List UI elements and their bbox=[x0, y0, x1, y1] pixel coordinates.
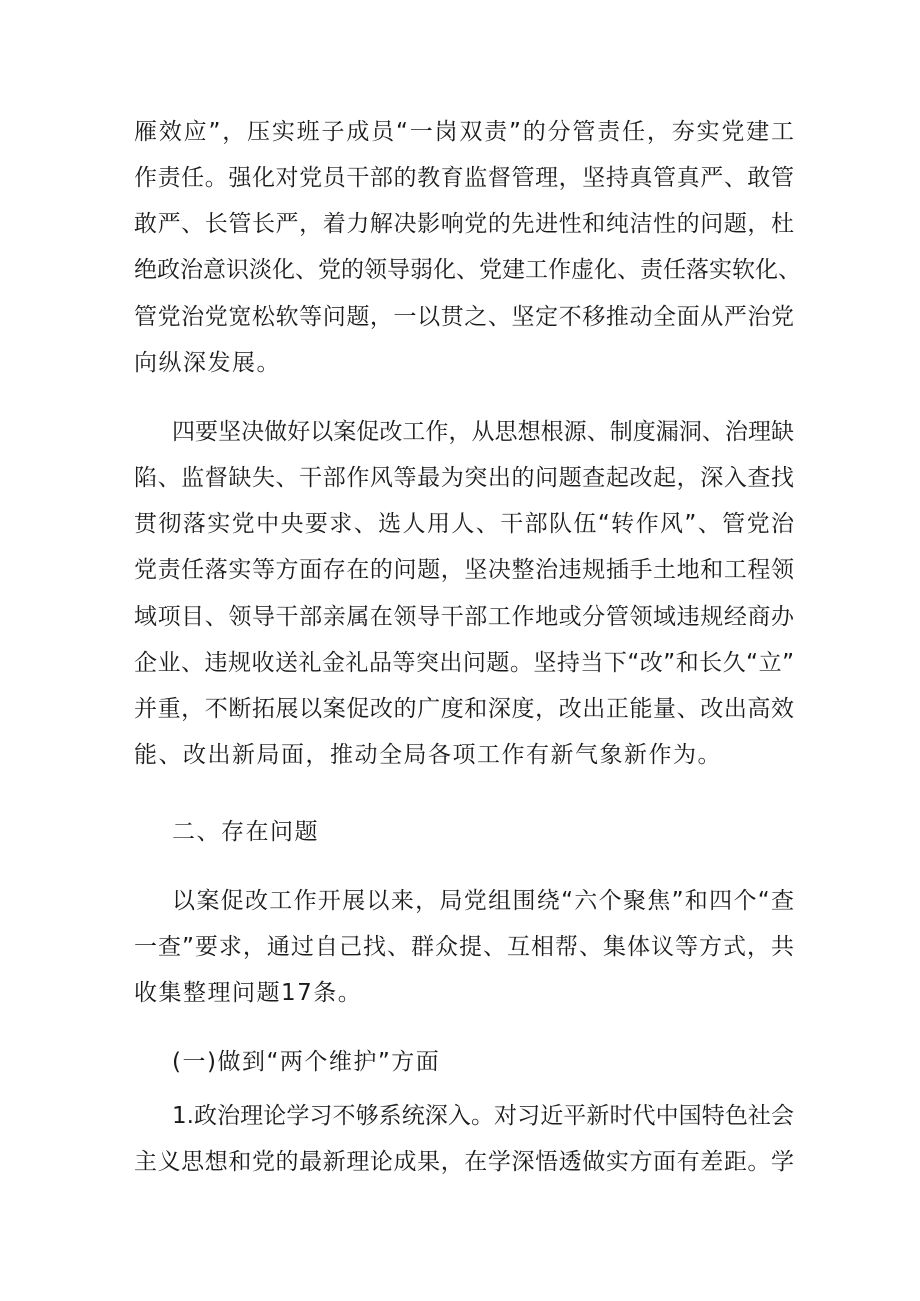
paragraph-line: 一查”要求，通过自己找、群众提、互相帮、集体议等方式，共 bbox=[134, 934, 794, 960]
paragraph-line: 主义思想和党的最新理论成果，在学深悟透做实方面有差距。学 bbox=[134, 1149, 794, 1175]
paragraph-line: 雁效应”，压实班子成员“一岗双责”的分管责任，夯实党建工 bbox=[134, 119, 794, 145]
subsection-heading: (一)做到“两个维护”方面 bbox=[172, 1049, 441, 1075]
paragraph-line: 敢严、长管长严，着力解决影响党的先进性和纯洁性的问题，杜 bbox=[134, 211, 794, 237]
paragraph-line: 党责任落实等方面存在的问题，坚决整治违规插手土地和工程领 bbox=[134, 557, 794, 583]
paragraph-line: 陷、监督缺失、干部作风等最为突出的问题查起改起，深入查找 bbox=[134, 465, 794, 491]
paragraph-line: 以案促改工作开展以来，局党组围绕“六个聚焦”和四个“查 bbox=[172, 888, 794, 914]
paragraph-line: 收集整理问题17条。 bbox=[134, 980, 363, 1006]
section-heading: 二、存在问题 bbox=[172, 819, 319, 845]
paragraph-line: 四要坚决做好以案促改工作，从思想根源、制度漏洞、治理缺 bbox=[172, 419, 794, 445]
paragraph-line: 绝政治意识淡化、党的领导弱化、党建工作虚化、责任落实软化、 bbox=[134, 257, 801, 283]
paragraph-line: 域项目、领导干部亲属在领导干部工作地或分管领域违规经商办 bbox=[134, 604, 794, 630]
paragraph-line: 作责任。强化对党员干部的教育监督管理，坚持真管真严、敢管 bbox=[134, 165, 794, 191]
paragraph-line: 企业、违规收送礼金礼品等突出问题。坚持当下“改”和长久“立” bbox=[134, 650, 794, 676]
paragraph-line: 并重，不断拓展以案促改的广度和深度，改出正能量、改出高效 bbox=[134, 696, 794, 722]
paragraph-line: 贯彻落实党中央要求、选人用人、干部队伍“转作风”、管党治 bbox=[134, 511, 794, 537]
paragraph-line: 1.政治理论学习不够系统深入。对习近平新时代中国特色社会 bbox=[172, 1103, 794, 1129]
paragraph-line: 能、改出新局面，推动全局各项工作有新气象新作为。 bbox=[134, 742, 722, 768]
paragraph-line: 管党治党宽松软等问题，一以贯之、坚定不移推动全面从严治党 bbox=[134, 304, 794, 330]
paragraph-line: 向纵深发展。 bbox=[134, 350, 281, 376]
